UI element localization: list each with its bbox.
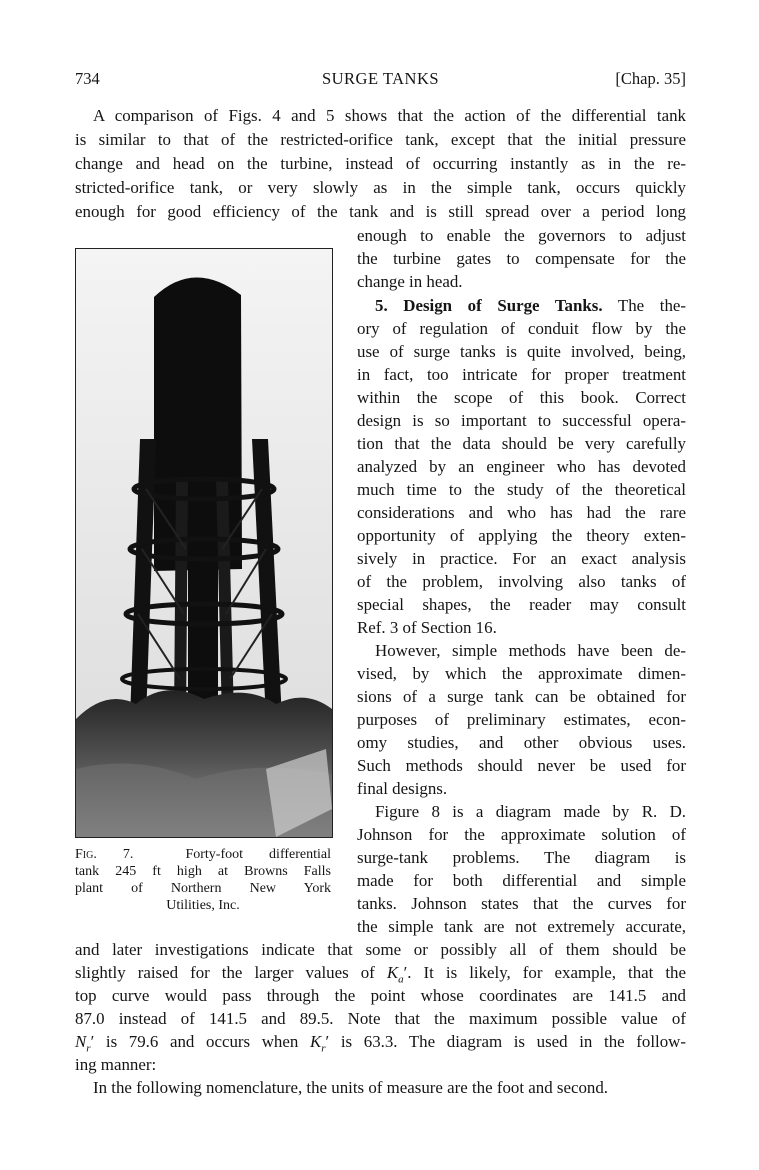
text-line: In the following nomenclature, the units of measure are the foot and second. xyxy=(93,1078,608,1097)
text-line: much time to the study of the theoretical xyxy=(357,480,686,499)
text-line: Such methods should never be used for xyxy=(357,756,686,775)
text-line: vised, by which the approximate dimen- xyxy=(357,664,686,683)
text-line: slightly raised for the larger values of $K_a'$. It is likely, for example, that the xyxy=(75,963,686,986)
text-line: sions of a surge tank can be obtained for xyxy=(357,687,686,706)
chapter-label: [Chap. 35] xyxy=(615,69,686,88)
figure-caption-line: plant of Northern New York xyxy=(75,881,331,896)
text-line: use of surge tanks is quite involved, being, xyxy=(357,342,686,361)
text-line: Johnson for the approximate solution of xyxy=(357,825,686,844)
text-line: sively in practice. For an exact analysis xyxy=(357,549,686,568)
figure-label: Fig. 7. xyxy=(75,847,134,862)
text-line: ory of regulation of conduit flow by the xyxy=(357,319,686,338)
text-line: the turbine gates to compensate for the xyxy=(357,249,686,268)
text-line: purposes of preliminary estimates, econ- xyxy=(357,710,686,729)
water-tower-illustration xyxy=(76,249,332,837)
text-line: in fact, too intricate for proper treatment xyxy=(357,365,686,384)
section-heading-line: 5. Design of Surge Tanks. The the- xyxy=(375,296,687,315)
text-line: is similar to that of the restricted-orifice tank, except that the initial pressure xyxy=(75,130,686,149)
text-line: the simple tank are not extremely accurate, xyxy=(357,917,686,936)
text-line: change in head. xyxy=(357,272,463,291)
page-number: 734 xyxy=(75,69,100,88)
text-line: omy studies, and other obvious uses. xyxy=(357,733,686,752)
running-header xyxy=(75,69,686,93)
figure-caption-line: Fig. 7. Forty-foot differential xyxy=(75,847,331,862)
text-line: Ref. 3 of Section 16. xyxy=(357,618,497,637)
text-line: tion that the data should be very carefully xyxy=(357,434,686,453)
text-line: special shapes, the reader may consult xyxy=(357,595,686,614)
text-line: design is so important to successful opera- xyxy=(357,411,686,430)
text-line: However, simple methods have been de- xyxy=(375,641,686,660)
text-line: made for both differential and simple xyxy=(357,871,686,890)
text-line: enough to enable the governors to adjust xyxy=(357,226,686,245)
figure-caption-line: tank 245 ft high at Browns Falls xyxy=(75,864,331,879)
text-line: $N_r'$ is 79.6 and occurs when $K_r'$ is 63.3. The diagram is used in the follow- xyxy=(75,1032,686,1055)
tower-photograph xyxy=(75,248,333,838)
text-line: tanks. Johnson states that the curves for xyxy=(357,894,686,913)
text-line: final designs. xyxy=(357,779,448,798)
text-line: opportunity of applying the theory exten- xyxy=(357,526,686,545)
running-title: SURGE TANKS xyxy=(321,69,440,88)
text-line: considerations and who has had the rare xyxy=(357,503,686,522)
text-line: stricted-orifice tank, or very slowly as in the simple tank, occurs quickly xyxy=(75,178,686,197)
text-line: surge-tank problems. The diagram is xyxy=(357,848,686,867)
text-line: Figure 8 is a diagram made by R. D. xyxy=(375,802,686,821)
text-line: ing manner: xyxy=(75,1055,157,1074)
text-line: change and head on the turbine, instead of occurring instantly as in the re- xyxy=(75,154,686,173)
text-line: enough for good efficiency of the tank and is still spread over a period long xyxy=(75,202,686,221)
section-heading: 5. Design of Surge Tanks. xyxy=(375,296,603,315)
text-line: top curve would pass through the point whose coordinates are 141.5 and xyxy=(75,986,686,1005)
text-line: analyzed by an engineer who has devoted xyxy=(357,457,686,476)
text-line: and later investigations indicate that some or possibly all of them should be xyxy=(75,940,686,959)
text-line: within the scope of this book. Correct xyxy=(357,388,686,407)
text-line: 87.0 instead of 141.5 and 89.5. Note that the maximum possible value of xyxy=(75,1009,686,1028)
text-line: of the problem, involving also tanks of xyxy=(357,572,686,591)
text-line: A comparison of Figs. 4 and 5 shows that the action of the differential tank xyxy=(93,106,686,125)
figure-caption-line: Utilities, Inc. xyxy=(166,898,240,913)
